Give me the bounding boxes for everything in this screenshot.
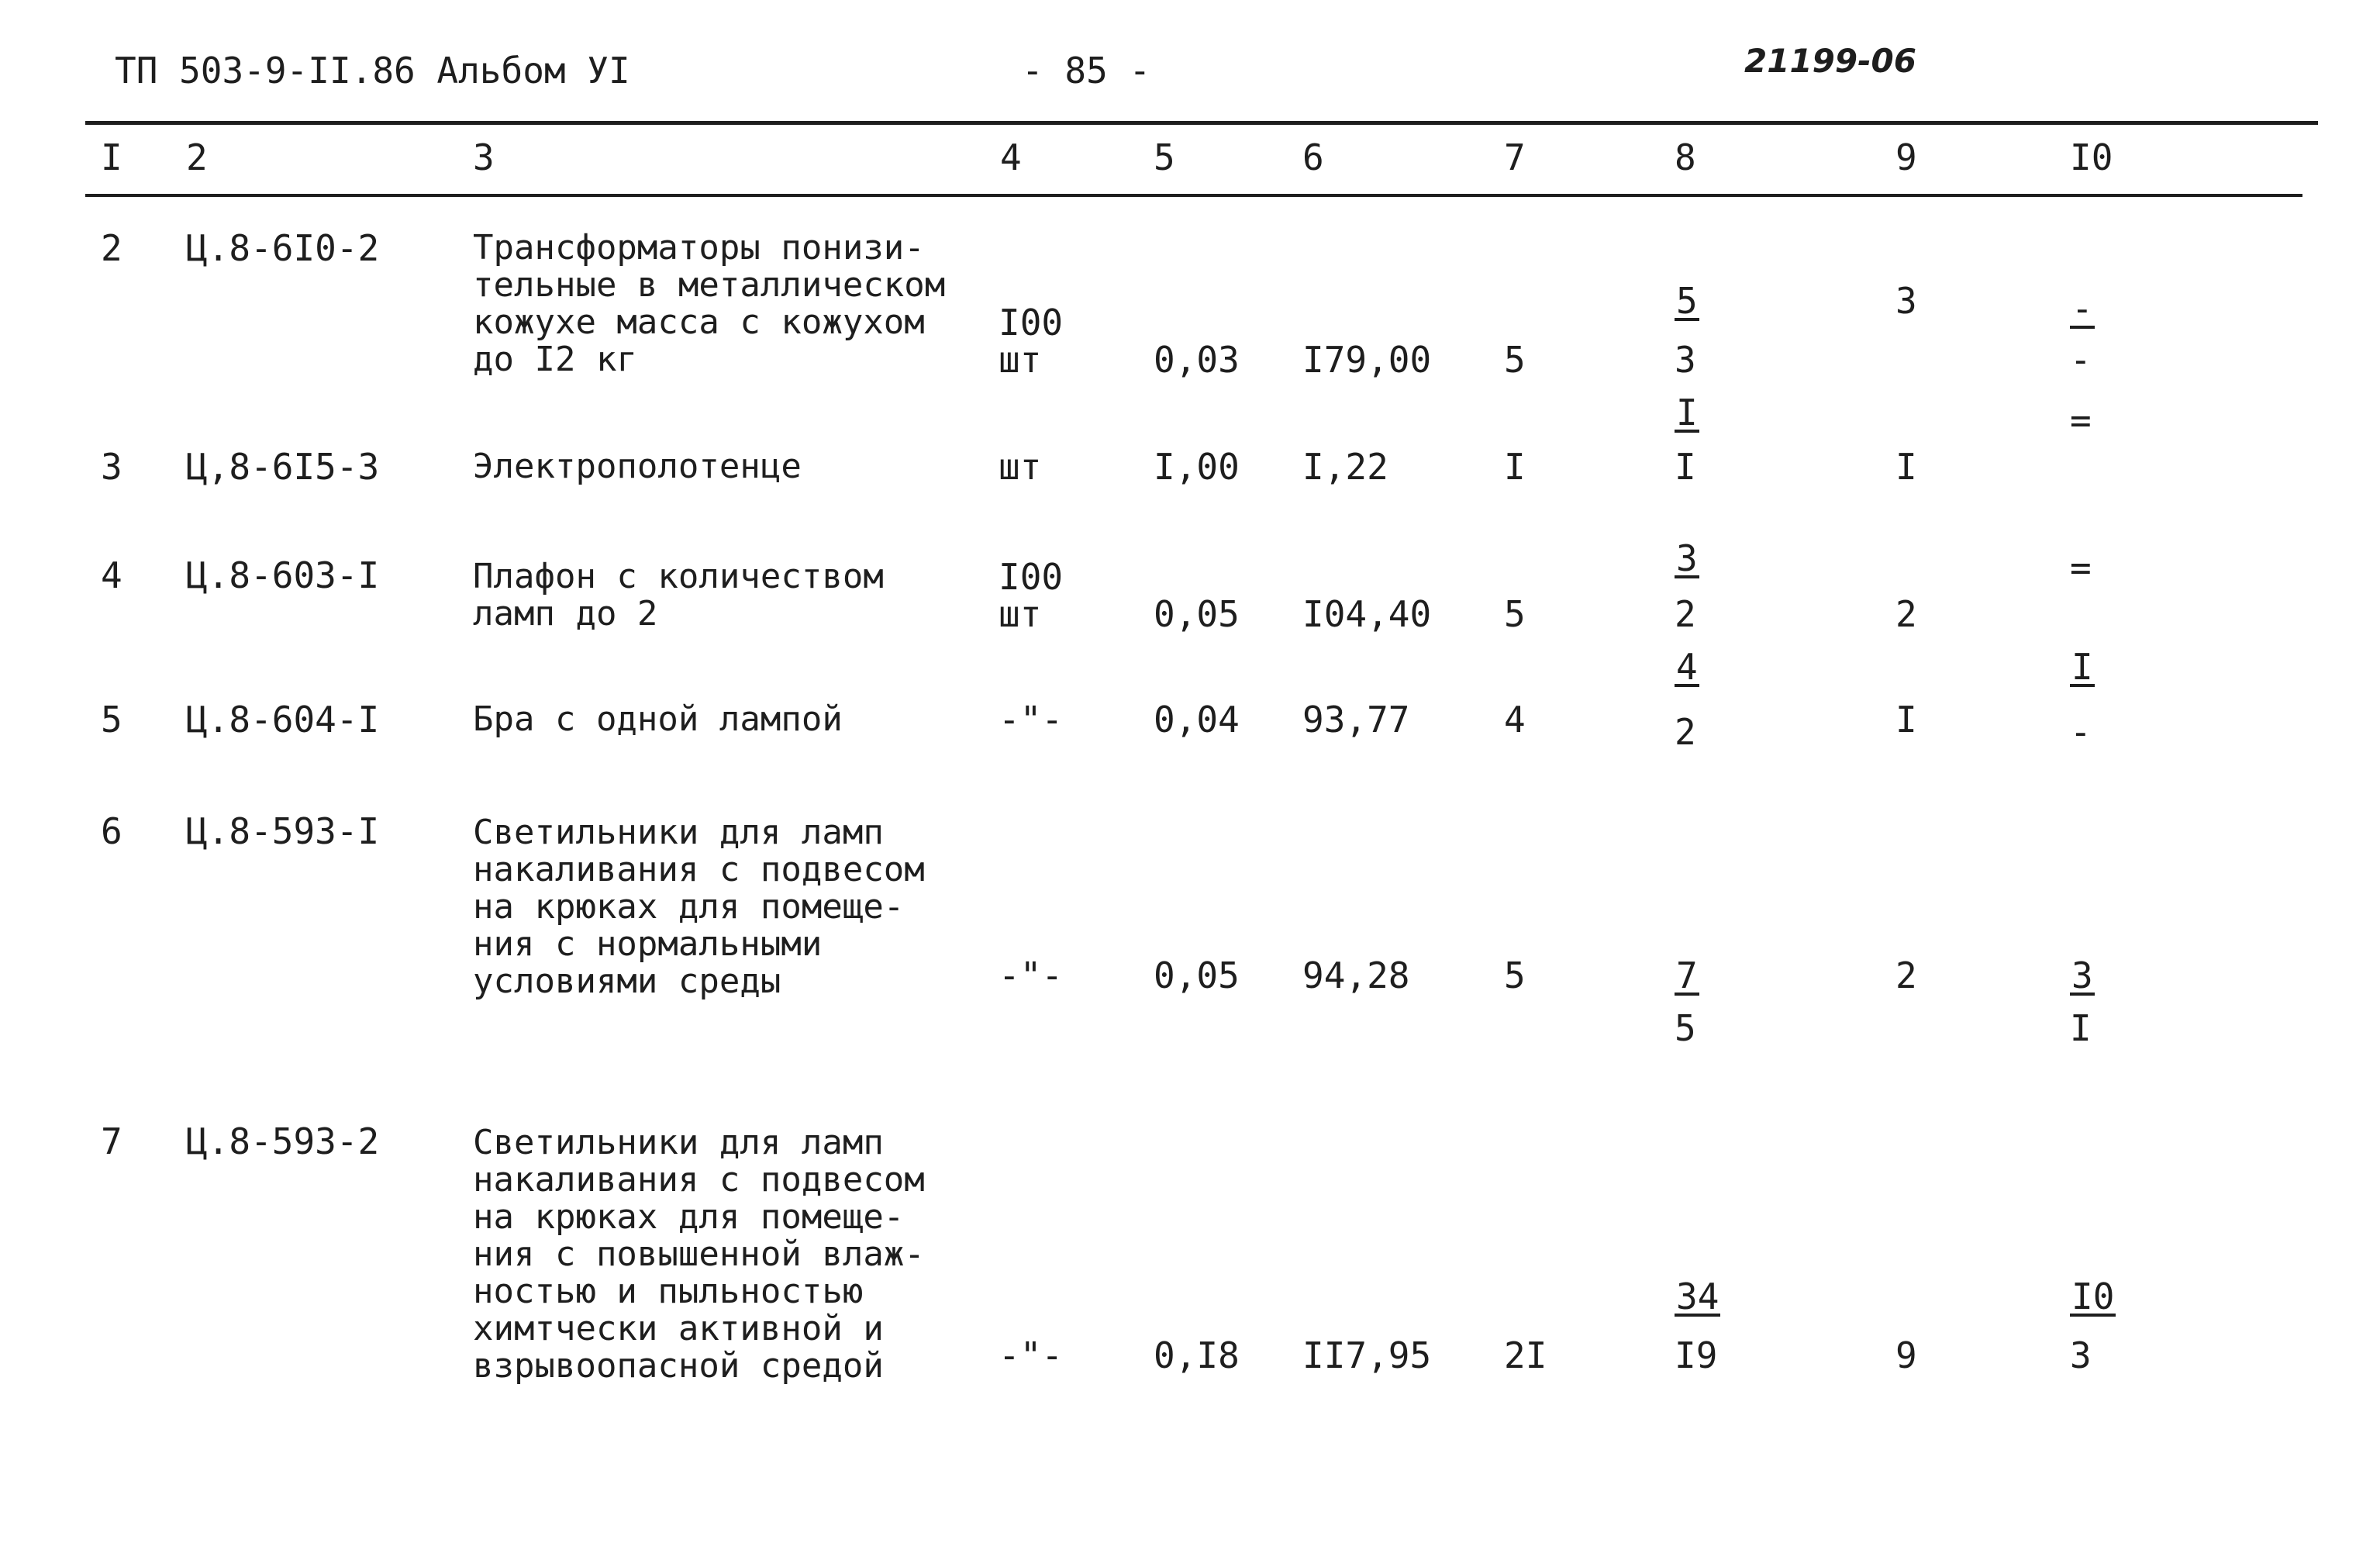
column-7-value: 5 [1504, 593, 1526, 635]
item-description-line: Плафон с количеством [473, 557, 884, 596]
item-description-line: взрывоопасной средой [473, 1346, 884, 1386]
item-description-line: ностью и пыльностью [473, 1272, 864, 1311]
column-8-denominator: 3 [1675, 339, 1696, 381]
column-8-numerator [1675, 1278, 1720, 1317]
column-9-value: 2 [1895, 955, 1917, 996]
column-6-value: II7,95 [1302, 1334, 1432, 1376]
column-10-numerator [2070, 290, 2095, 329]
column-8-denominator: 2 [1675, 711, 1696, 753]
column-9-value: I [1895, 446, 1917, 488]
column-6-value: 94,28 [1302, 955, 1410, 996]
unit-name: шт [999, 339, 1042, 381]
column-8-numerator [1675, 648, 1699, 687]
column-10-numerator-text: I [2071, 646, 2093, 688]
item-description-line: Светильники для ламп [473, 1123, 884, 1162]
row-number: 4 [101, 554, 122, 596]
item-description-line: до I2 кг [473, 340, 637, 379]
column-10-denominator: - [2070, 339, 2092, 381]
item-description-line: на крюках для помеще- [473, 1197, 905, 1237]
item-description-line: на крюках для помеще- [473, 887, 905, 927]
column-10-denominator: 3 [2070, 1334, 2092, 1376]
column-9-value: 9 [1895, 1334, 1917, 1376]
ditto-mark: -"- [999, 699, 1064, 741]
price-code: Ц,8-6I5-3 [186, 446, 380, 488]
column-9-value: I [1895, 699, 1917, 741]
column-5-value: I,00 [1154, 446, 1240, 488]
column-header: I0 [2070, 136, 2113, 178]
item-description-line: Электрополотенце [473, 447, 802, 486]
item-description-line: ния с повышенной влаж- [473, 1234, 925, 1274]
column-5-value: 0,04 [1154, 699, 1240, 741]
column-8-denominator: I9 [1675, 1334, 1718, 1376]
column-header: 9 [1895, 136, 1917, 178]
column-10-numerator-text: I0 [2071, 1276, 2115, 1317]
ditto-mark: -"- [999, 955, 1064, 996]
column-10-denominator: - [2070, 711, 2092, 753]
column-header: 8 [1675, 136, 1696, 178]
column-5-value: 0,03 [1154, 339, 1240, 381]
column-6-value: I79,00 [1302, 339, 1432, 381]
page-number: - 85 - [1022, 50, 1151, 91]
item-description-line: тельные в металлическом [473, 265, 946, 305]
column-7-value: I [1504, 446, 1526, 488]
column-8-numerator [1675, 394, 1699, 433]
row-number: 3 [101, 446, 122, 488]
item-description-line: накаливания с подвесом [473, 850, 925, 889]
column-10-value: = [2070, 547, 2092, 589]
column-10-numerator-text: 3 [2071, 955, 2093, 996]
column-6-value: I,22 [1302, 446, 1388, 488]
column-header: 7 [1504, 136, 1526, 178]
item-description-line: Светильники для ламп [473, 813, 884, 852]
column-10-numerator [2070, 648, 2095, 687]
document-code: ТП 503-9-II.86 Альбом УI [115, 50, 630, 91]
column-10-numerator-text: - [2071, 288, 2093, 330]
item-description-line: ния с нормальными [473, 924, 823, 964]
column-header: I [101, 136, 122, 178]
column-8-numerator [1675, 537, 1699, 579]
column-8-numerator-text: 3 [1676, 537, 1698, 579]
column-8-numerator-text: 5 [1676, 280, 1698, 322]
column-header: 6 [1302, 136, 1324, 178]
price-code: Ц.8-6I0-2 [186, 227, 380, 269]
column-header: 4 [1000, 136, 1022, 178]
column-5-value: 0,I8 [1154, 1334, 1240, 1376]
column-5-value: 0,05 [1154, 955, 1240, 996]
column-9-value: 3 [1895, 280, 1917, 322]
column-7-value: 4 [1504, 699, 1526, 741]
column-6-value: I04,40 [1302, 593, 1432, 635]
column-10-numerator [2070, 1278, 2116, 1317]
item-description-line: Трансформаторы понизи- [473, 228, 925, 268]
unit-quantity: I00 [999, 556, 1064, 598]
price-code: Ц.8-593-2 [186, 1120, 380, 1162]
row-number: 2 [101, 227, 122, 269]
column-7-value: 5 [1504, 339, 1526, 381]
unit-quantity: I00 [999, 302, 1064, 344]
column-8-denominator: 5 [1675, 1007, 1696, 1049]
column-7-value: 5 [1504, 955, 1526, 996]
handwritten-number: 21199-06 [1744, 42, 1916, 80]
column-7-value: 2I [1504, 1334, 1547, 1376]
ditto-mark: -"- [999, 1334, 1064, 1376]
row-number: 6 [101, 810, 122, 852]
unit-name: шт [999, 593, 1042, 635]
column-8-numerator-text: I [1676, 392, 1698, 433]
row-number: 7 [101, 1120, 122, 1162]
unit-name: шт [999, 446, 1042, 488]
price-code: Ц.8-593-I [186, 810, 380, 852]
column-header: 2 [186, 136, 208, 178]
header-bottom-rule [85, 194, 2302, 197]
column-8-denominator: 2 [1675, 593, 1696, 635]
row-number: 5 [101, 699, 122, 741]
column-9-value: 2 [1895, 593, 1917, 635]
item-description-line: ламп до 2 [473, 594, 658, 634]
column-5-value: 0,05 [1154, 593, 1240, 635]
item-description-line: химтчески активной и [473, 1309, 884, 1348]
column-8-numerator [1675, 957, 1699, 996]
item-description-line: Бра с одной лампой [473, 699, 843, 739]
column-header: 3 [473, 136, 495, 178]
item-description-line: накаливания с подвесом [473, 1160, 925, 1200]
column-8-numerator-text: 4 [1676, 646, 1698, 688]
price-code: Ц.8-604-I [186, 699, 380, 741]
column-10-numerator [2070, 957, 2095, 996]
column-10-value: = [2070, 399, 2092, 441]
column-header: 5 [1154, 136, 1175, 178]
column-8-numerator-text: 34 [1676, 1276, 1719, 1317]
column-8-denominator: I [1675, 446, 1696, 488]
price-code: Ц.8-603-I [186, 554, 380, 596]
column-8-numerator-text: 7 [1676, 955, 1698, 996]
top-rule [85, 121, 2318, 125]
item-description-line: кожухе масса с кожухом [473, 302, 925, 342]
column-10-denominator: I [2070, 1007, 2092, 1049]
column-8-numerator [1675, 282, 1699, 321]
column-6-value: 93,77 [1302, 699, 1410, 741]
item-description-line: условиями среды [473, 961, 781, 1001]
